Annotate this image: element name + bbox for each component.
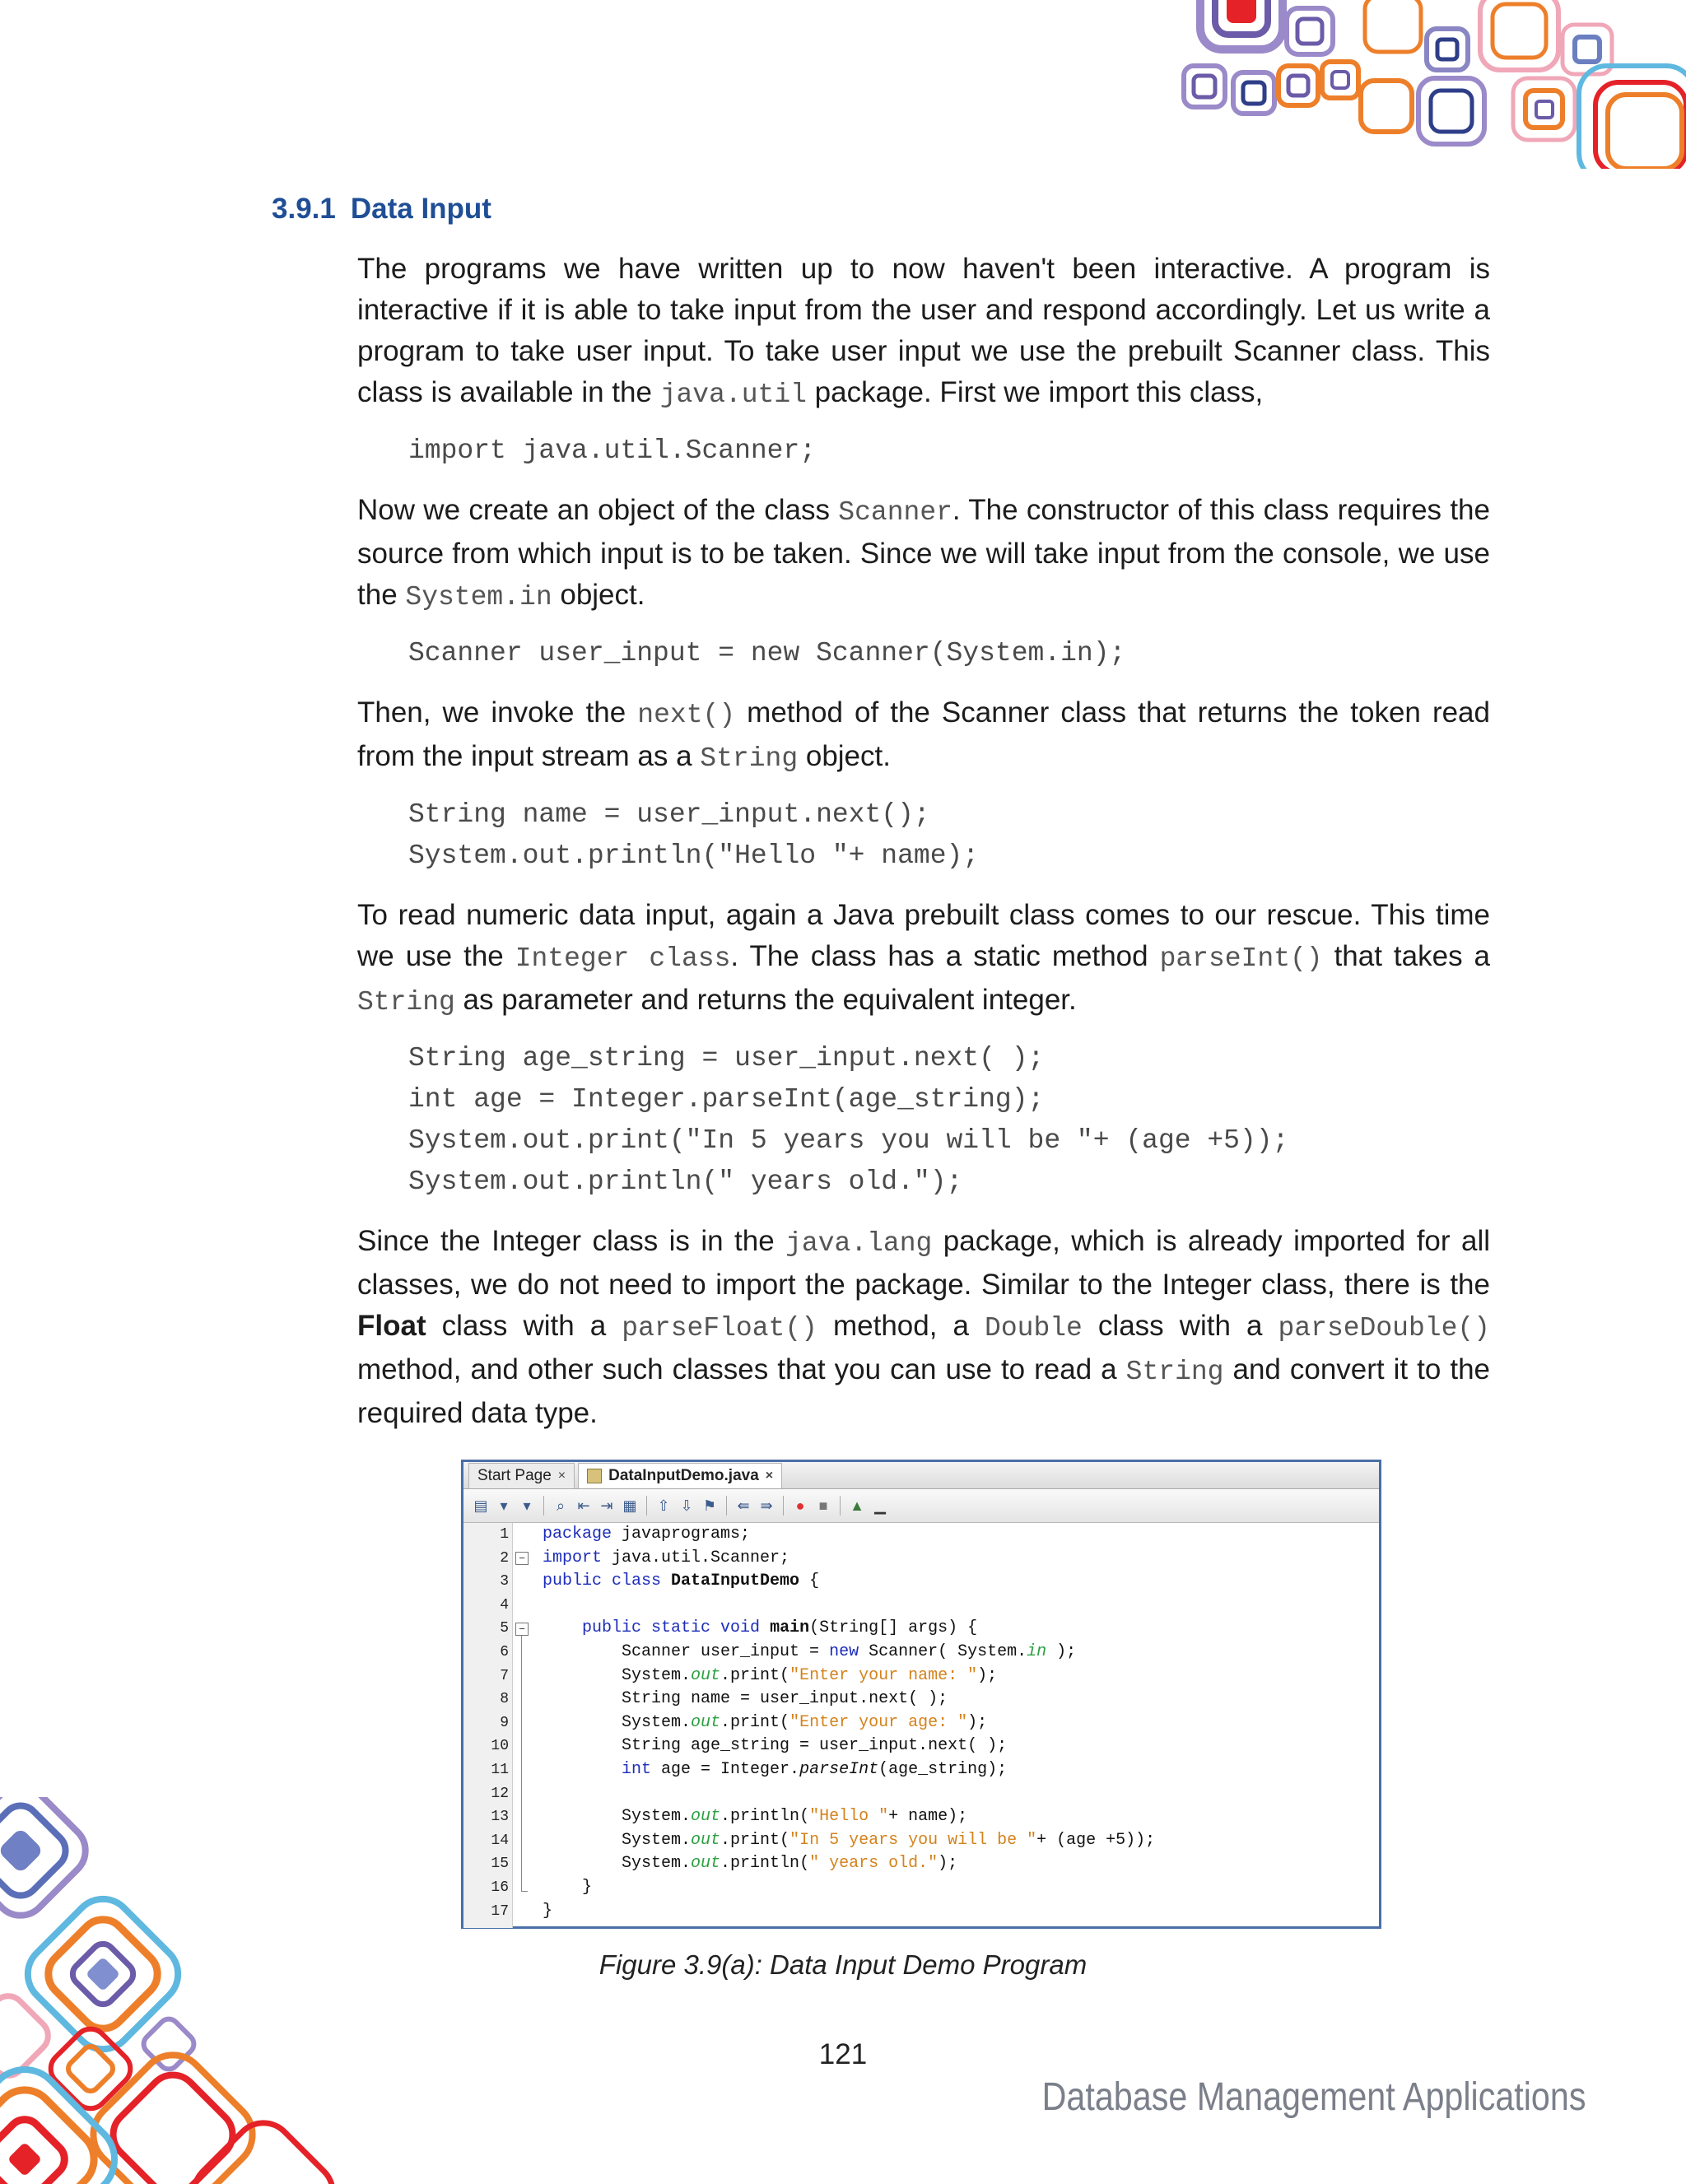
inline-code: parseDouble() [1278, 1313, 1490, 1343]
comment-icon[interactable]: ▲ [850, 1497, 864, 1514]
toolbar-separator [646, 1496, 647, 1516]
code-line-7: System.out.print("Enter your name: "); [622, 1665, 998, 1685]
decorative-squares-top [1176, 0, 1686, 169]
line-number: 4 [500, 1596, 509, 1614]
close-icon[interactable]: × [765, 1469, 774, 1483]
toggle-highlight-icon[interactable]: ▦ [622, 1497, 637, 1514]
shift-right-icon[interactable]: ⇛ [760, 1497, 773, 1514]
footer-book-title: Database Management Applications [1041, 2075, 1586, 2119]
line-number: 10 [491, 1738, 509, 1755]
close-icon[interactable]: × [557, 1469, 566, 1483]
line-number: 12 [491, 1785, 509, 1802]
source-history-icon[interactable]: ▤ [473, 1497, 488, 1514]
inline-code: String [700, 743, 799, 774]
decorative-squares-bottom [0, 1797, 346, 2184]
find-icon[interactable]: ⌕ [556, 1497, 566, 1514]
tab-label: Start Page [477, 1467, 552, 1484]
inline-code: java.util [659, 380, 807, 410]
editor-tab-bar [463, 1462, 1379, 1489]
toolbar-separator [726, 1496, 727, 1516]
line-number: 2 [500, 1549, 509, 1567]
code-block-age: String age_string = user_input.next( ); int age = Integer.parseInt(age_string); System.out.print("In 5 years you will be "+ (age +5)); System.out.println(" years old."); [408, 1043, 1289, 1197]
inline-code: String [357, 987, 455, 1017]
paragraph-other-classes: Since the Integer class is in the java.lang package, which is already imported for all classes, we do not need to import the package. Similar to the Integer class, there is the Float class with a parseFloat() method, a Double class with a parseDouble() method, and other such classes that you can use to read a String and convert it to the required data type. [357, 1225, 1490, 1429]
stop-macro-icon[interactable]: ■ [818, 1497, 828, 1514]
fold-column [513, 1523, 531, 1928]
find-previous-icon[interactable]: ⇤ [577, 1497, 590, 1514]
line-number: 13 [491, 1809, 509, 1826]
tab-label: DataInputDemo.java [608, 1467, 759, 1484]
java-file-icon [587, 1469, 602, 1483]
section-number: 3.9.1 [272, 193, 336, 225]
figure-caption: Figure 3.9(a): Data Input Demo Program [598, 1949, 1088, 1980]
code-line-10: String age_string = user_input.next( ); [622, 1736, 1008, 1756]
inline-code: java.lang [785, 1228, 933, 1259]
paragraph-next-method: Then, we invoke the next() method of the Scanner class that returns the token read from the input stream as a String object. [357, 696, 1490, 774]
code-block-scanner: Scanner user_input = new Scanner(System.in); [408, 638, 1126, 668]
inline-code: Double [985, 1313, 1083, 1343]
code-block-import: import java.util.Scanner; [408, 435, 817, 466]
uncomment-icon[interactable]: ▁ [874, 1497, 886, 1514]
shift-left-icon[interactable]: ⇚ [737, 1497, 750, 1514]
line-number: 16 [491, 1879, 509, 1896]
next-bookmark-icon[interactable]: ⇩ [680, 1497, 693, 1514]
line-number: 15 [491, 1856, 509, 1873]
code-editor[interactable] [463, 1523, 1379, 1928]
line-number: 14 [491, 1832, 509, 1849]
code-line-2: import java.util.Scanner; [543, 1548, 790, 1567]
fold-toggle-icon[interactable]: − [515, 1552, 529, 1565]
code-line-9: System.out.print("Enter your age: "); [622, 1712, 988, 1732]
bold-term: Float [357, 1310, 426, 1342]
find-next-icon[interactable]: ⇥ [600, 1497, 613, 1514]
paragraph-scanner-object: Now we create an object of the class Scanner. The constructor of this class requires the source from which input is to be taken. Since we will take input from the console, we use the System.in object. [357, 494, 1490, 612]
line-number: 17 [491, 1902, 509, 1920]
line-number: 6 [500, 1643, 509, 1660]
inline-code: next() [637, 700, 736, 730]
code-line-16: } [582, 1877, 593, 1897]
line-number: 5 [500, 1620, 509, 1637]
toolbar-separator [783, 1496, 784, 1516]
page-number: 121 [818, 2038, 868, 2070]
tab-start-page[interactable] [468, 1463, 575, 1488]
toolbar-separator [840, 1496, 841, 1516]
toggle-bookmark-icon[interactable]: ⚑ [702, 1497, 717, 1514]
code-block-name: String name = user_input.next(); System.out.println("Hello "+ name); [408, 799, 980, 871]
fold-guide-line [521, 1636, 522, 1891]
line-number: 11 [491, 1761, 509, 1778]
section-heading [272, 193, 491, 226]
code-line-4 [543, 1594, 1155, 1618]
inline-code: Integer class [515, 943, 731, 974]
back-dropdown-icon[interactable]: ▾ [500, 1497, 508, 1514]
record-macro-icon[interactable]: ● [795, 1497, 805, 1514]
toolbar-separator [543, 1496, 544, 1516]
inline-code: System.in [405, 582, 552, 612]
code-line-5: public static void main(String[] args) { [582, 1618, 978, 1638]
tab-data-input-demo[interactable] [578, 1463, 782, 1488]
previous-bookmark-icon[interactable]: ⇧ [657, 1497, 670, 1514]
line-number: 3 [500, 1573, 509, 1590]
line-number-gutter [463, 1523, 513, 1928]
code-line-13: System.out.println("Hello "+ name); [622, 1807, 968, 1827]
inline-code: String [1125, 1357, 1224, 1387]
code-line-15: System.out.println(" years old."); [622, 1854, 958, 1874]
main-content [357, 249, 1490, 1449]
code-line-14: System.out.print("In 5 years you will be "+ (age +5)); [622, 1830, 1156, 1850]
inline-code: Scanner [838, 497, 952, 528]
code-line-3: public class DataInputDemo { [543, 1572, 820, 1591]
line-number: 9 [500, 1714, 509, 1731]
code-line-6: Scanner user_input = new Scanner( System.in ); [622, 1641, 1077, 1661]
code-line-11: int age = Integer.parseInt(age_string); [622, 1759, 1008, 1779]
editor-toolbar [463, 1489, 1379, 1523]
paragraph-intro: The programs we have written up to now haven't been interactive. A program is interactive if it is able to take input from the user and respond accordingly. Let us write a program to take user input. To take user input we use the prebuilt Scanner class. This class is available in the java.util package. First we import this class, [357, 253, 1490, 410]
code-line-1: package javaprograms; [543, 1525, 751, 1544]
forward-dropdown-icon[interactable]: ▾ [523, 1497, 531, 1514]
line-number: 1 [500, 1526, 509, 1543]
code-line-12 [543, 1782, 1155, 1806]
inline-code: parseInt() [1159, 943, 1323, 974]
ide-figure [461, 1460, 1381, 1929]
code-text[interactable] [531, 1523, 1155, 1928]
paragraph-numeric-input: To read numeric data input, again a Java prebuilt class comes to our rescue. This time we use the Integer class. The class has a static method parseInt() that takes a String as parameter and returns the equivalent integer. [357, 899, 1490, 1017]
section-title: Data Input [350, 193, 491, 225]
fold-guide-end [521, 1891, 528, 1892]
code-line-8: String name = user_input.next( ); [622, 1689, 948, 1709]
fold-toggle-icon[interactable]: − [515, 1623, 529, 1636]
inline-code: parseFloat() [622, 1313, 817, 1343]
line-number: 8 [500, 1691, 509, 1708]
line-number: 7 [500, 1667, 509, 1684]
code-line-17: } [543, 1901, 553, 1921]
